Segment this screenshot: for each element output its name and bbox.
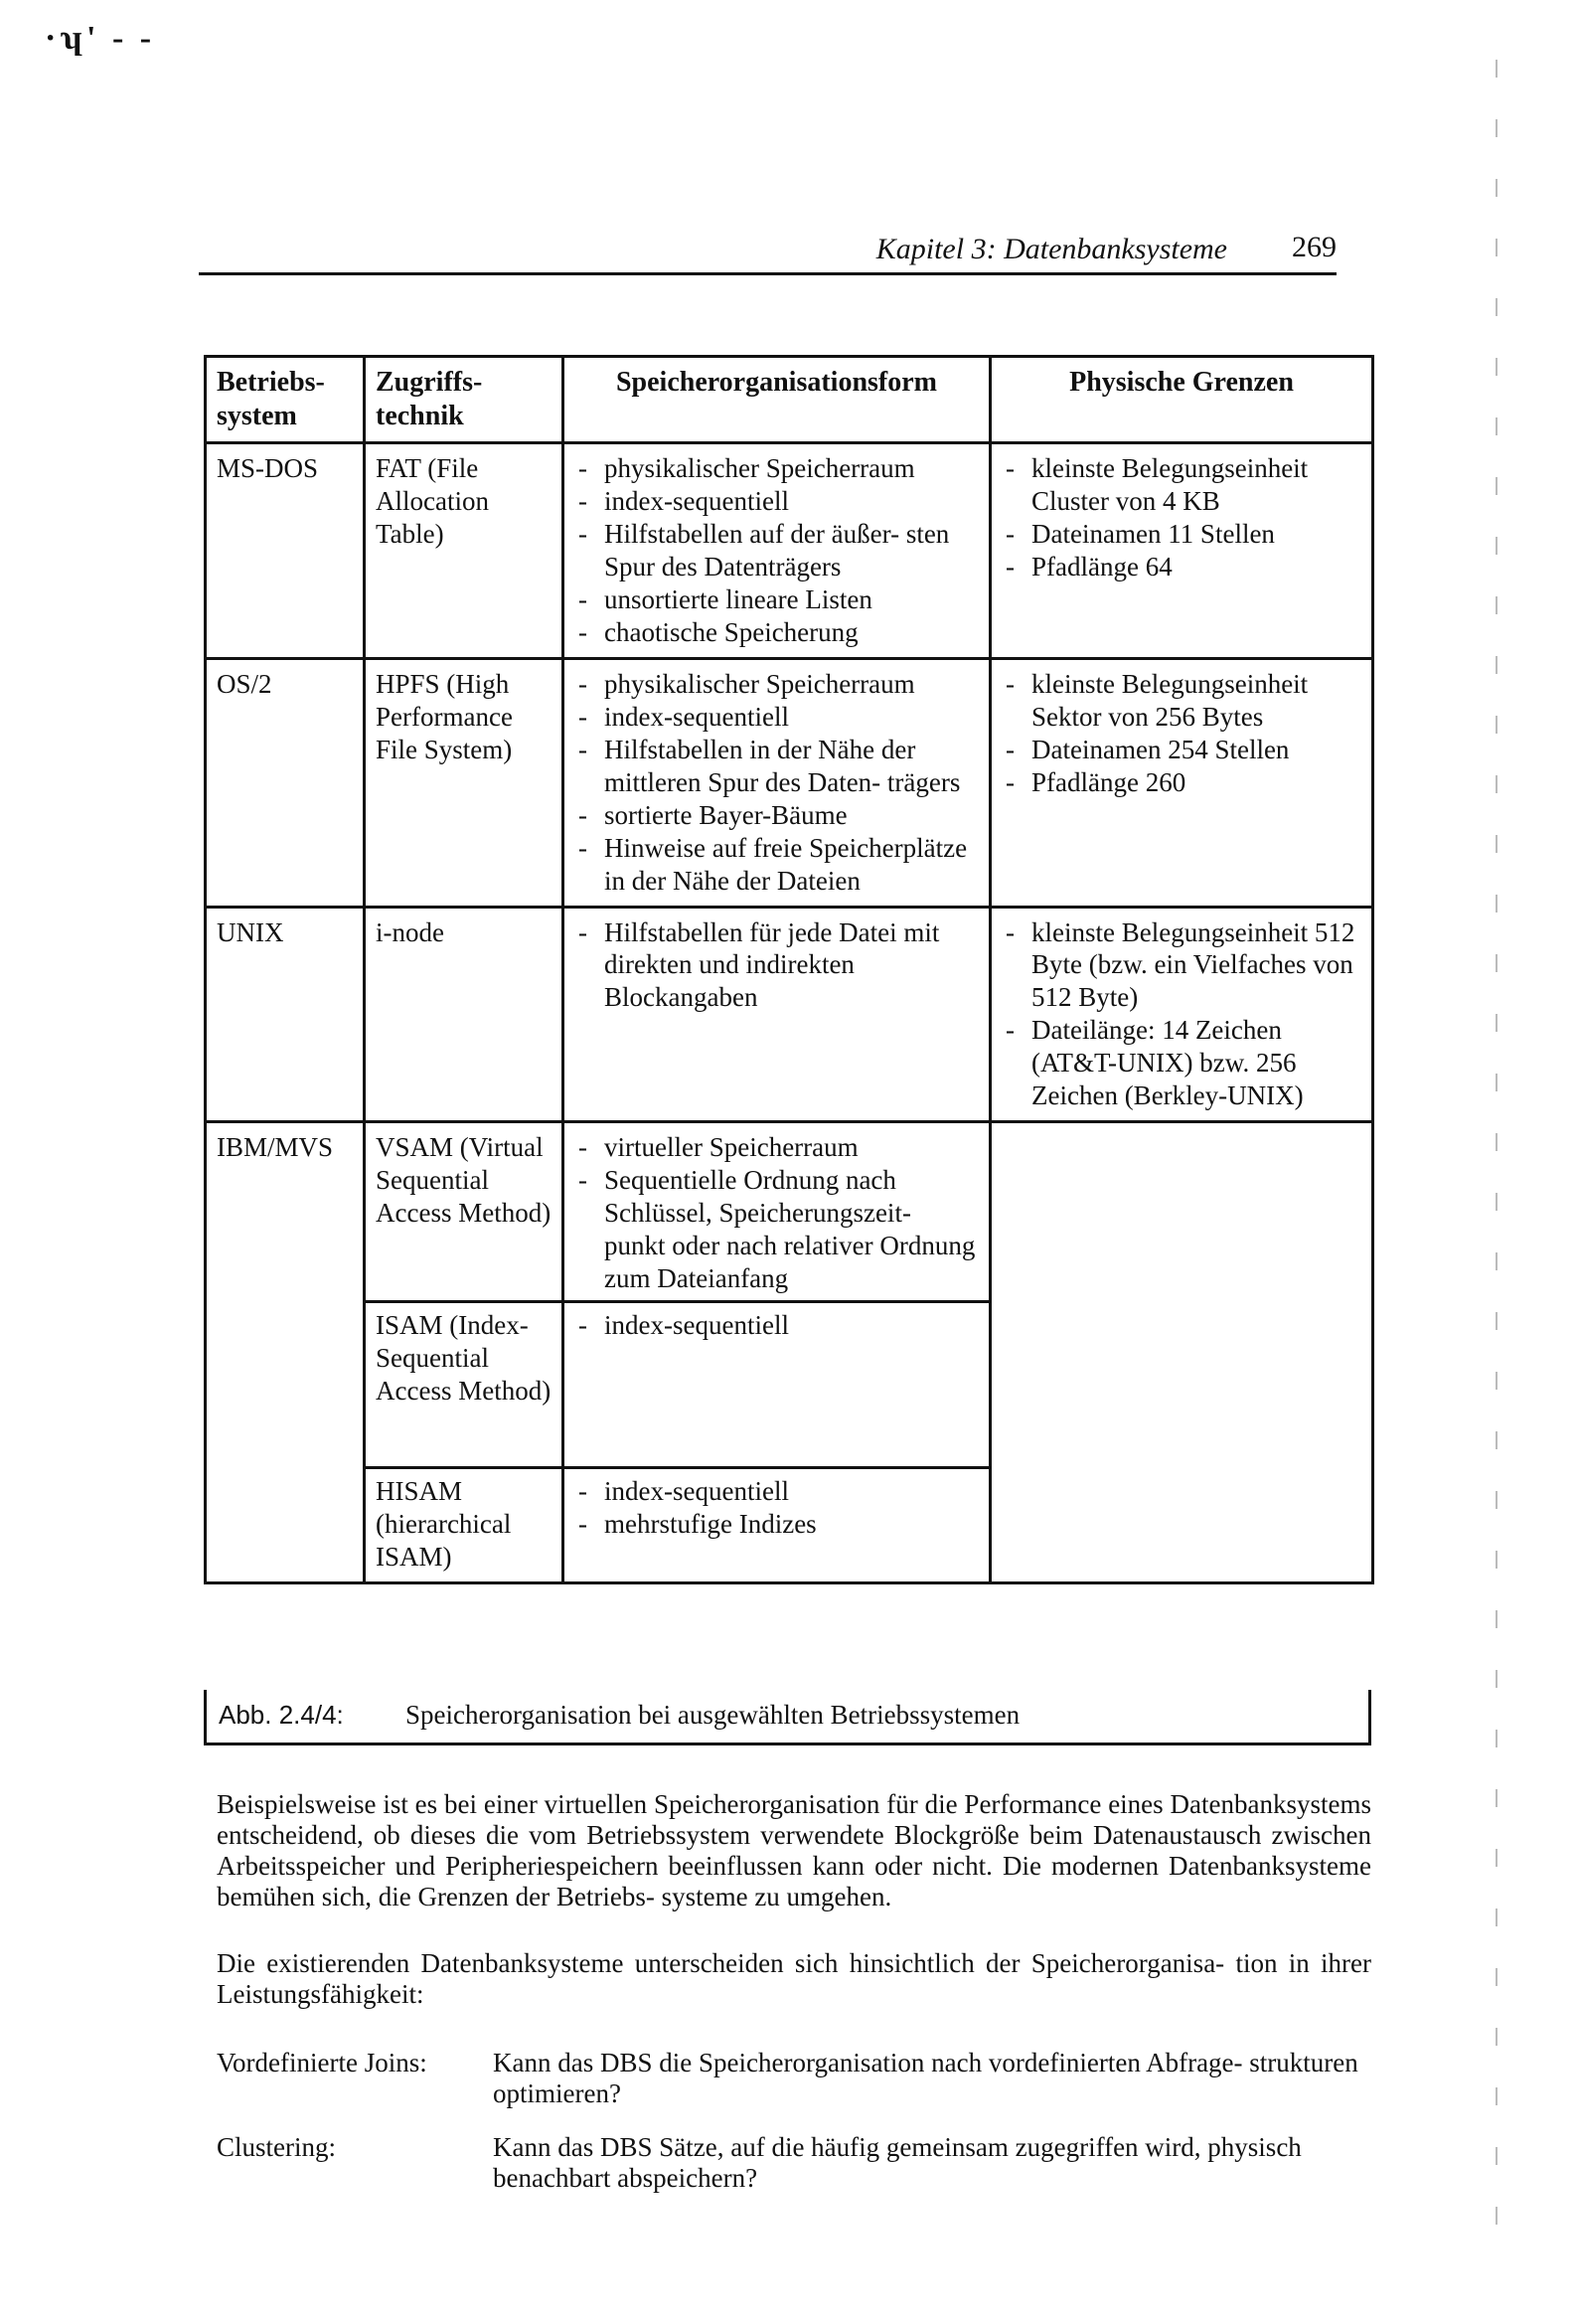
col-header-limits: Physische Grenzen — [991, 357, 1373, 443]
os-cell: IBM/MVS — [206, 1122, 365, 1583]
list-item: - unsortierte lineare Listen — [574, 583, 979, 616]
org-cell — [563, 658, 991, 907]
table-row — [206, 658, 1373, 907]
list-item: - Hinweise auf freie Speicherplätze in der Nähe der Dateien — [574, 832, 979, 898]
list-item: - index-sequentiell — [574, 701, 979, 734]
table-header-row — [206, 357, 1373, 443]
os-cell: OS/2 — [206, 658, 365, 907]
org-hisam — [564, 1466, 989, 1541]
definition-term: Clustering: — [217, 2132, 336, 2162]
org-cell — [563, 907, 991, 1122]
scan-edge-line — [1496, 60, 1498, 2246]
list-item: - physikalischer Speicherraum — [574, 452, 979, 485]
list-item: - Dateilänge: 14 Zeichen (AT&T-UNIX) bzw. 256 Zeichen (Berkley-UNIX) — [1002, 1014, 1361, 1112]
definition-term: Vordefinierte Joins: — [217, 2048, 427, 2077]
list-item: - Hilfstabellen auf der äußer- sten Spur des Datenträgers — [574, 518, 979, 583]
storage-organization-table — [204, 355, 1374, 1584]
list-item: - Hilfstabellen für jede Datei mit direkten und indirekten Blockangaben — [574, 916, 979, 1015]
list-item: - Hilfstabellen in der Nähe der mittleren Spur des Daten- trägers — [574, 734, 979, 799]
list-item: - mehrstufige Indizes — [574, 1508, 979, 1541]
limits-cell — [991, 907, 1373, 1122]
list-item: - virtueller Speicherraum — [574, 1131, 979, 1164]
list-item: - index-sequentiell — [574, 485, 979, 518]
list-item: - physikalischer Speicherraum — [574, 668, 979, 701]
page-header — [199, 219, 1337, 275]
caption-label: Abb. 2.4/4: — [219, 1700, 344, 1730]
body-paragraph: Die existierenden Datenbanksysteme unterscheiden sich hinsichtlich der Speicherorganisa- tion in ihrer Leistungsfähigkeit: — [217, 1948, 1371, 2010]
list-item: - kleinste Belegungseinheit Sektor von 256 Bytes — [1002, 668, 1361, 734]
org-cell — [563, 443, 991, 659]
tech-cell — [365, 1122, 563, 1583]
list-item: - sortierte Bayer-Bäume — [574, 799, 979, 832]
list-item: - Dateinamen 11 Stellen — [1002, 518, 1361, 551]
definition-text: Kann das DBS Sätze, auf die häufig gemeinsam zugegriffen wird, physisch benachbart abspeichern? — [493, 2132, 1302, 2194]
list-item: - chaotische Speicherung — [574, 616, 979, 649]
org-isam — [564, 1300, 989, 1466]
body-paragraph: Beispielsweise ist es bei einer virtuellen Speicherorganisation für die Performance eines Datenbanksystems entscheidend, ob dieses die vom Betriebssystem verwendete Blockgröße beim Datenaustausch zwischen Arbeitsspeicher und Peripheriespeichern beeinflussen kann oder nicht. Die modernen Datenbanksysteme bemühen sich, die Grenzen der Betriebs- systeme zu umgehen. — [217, 1789, 1371, 1912]
col-header-org: Speicherorganisationsform — [563, 357, 991, 443]
list-item: - index-sequentiell — [574, 1475, 979, 1508]
list-item: - Dateinamen 254 Stellen — [1002, 734, 1361, 766]
limits-cell — [991, 658, 1373, 907]
page-number: 269 — [1292, 231, 1337, 263]
list-item: - Pfadlänge 260 — [1002, 766, 1361, 799]
list-item: - index-sequentiell — [574, 1309, 979, 1342]
col-header-tech: Zugriffs- technik — [365, 357, 563, 443]
col-header-os: Betriebs- system — [206, 357, 365, 443]
limits-cell — [991, 443, 1373, 659]
tech-cell: i-node — [365, 907, 563, 1122]
tech-hisam: HISAM (hierarchical ISAM) — [366, 1466, 561, 1574]
table-row — [206, 907, 1373, 1122]
list-item: - Pfadlänge 64 — [1002, 551, 1361, 583]
os-cell: UNIX — [206, 907, 365, 1122]
list-item: - kleinste Belegungseinheit 512 Byte (bzw. ein Vielfaches von 512 Byte) — [1002, 916, 1361, 1015]
tech-isam: ISAM (Index- Sequential Access Method) — [366, 1300, 561, 1466]
org-vsam — [574, 1131, 979, 1300]
os-cell: MS-DOS — [206, 443, 365, 659]
chapter-title: Kapitel 3: Datenbanksysteme — [875, 233, 1227, 265]
list-item: - Sequentielle Ordnung nach Schlüssel, Speicherungszeit- punkt oder nach relativer Ordnung zum Dateianfang — [574, 1164, 979, 1295]
caption-text: Speicherorganisation bei ausgewählten Betriebssystemen — [405, 1700, 1021, 1730]
limits-cell-empty — [991, 1122, 1373, 1583]
table-row — [206, 443, 1373, 659]
table-row — [206, 1122, 1373, 1583]
org-cell — [563, 1122, 991, 1583]
scan-mark: ·ʮ' ‐ ‐ — [45, 20, 156, 57]
tech-vsam: VSAM (Virtual Sequential Access Method) — [376, 1132, 552, 1228]
definition-text: Kann das DBS die Speicherorganisation nach vordefinierten Abfrage- strukturen optimieren? — [493, 2048, 1358, 2109]
tech-cell: HPFS (High Performance File System) — [365, 658, 563, 907]
figure-caption — [204, 1690, 1371, 1745]
list-item: - kleinste Belegungseinheit Cluster von 4 KB — [1002, 452, 1361, 518]
tech-cell: FAT (File Allocation Table) — [365, 443, 563, 659]
